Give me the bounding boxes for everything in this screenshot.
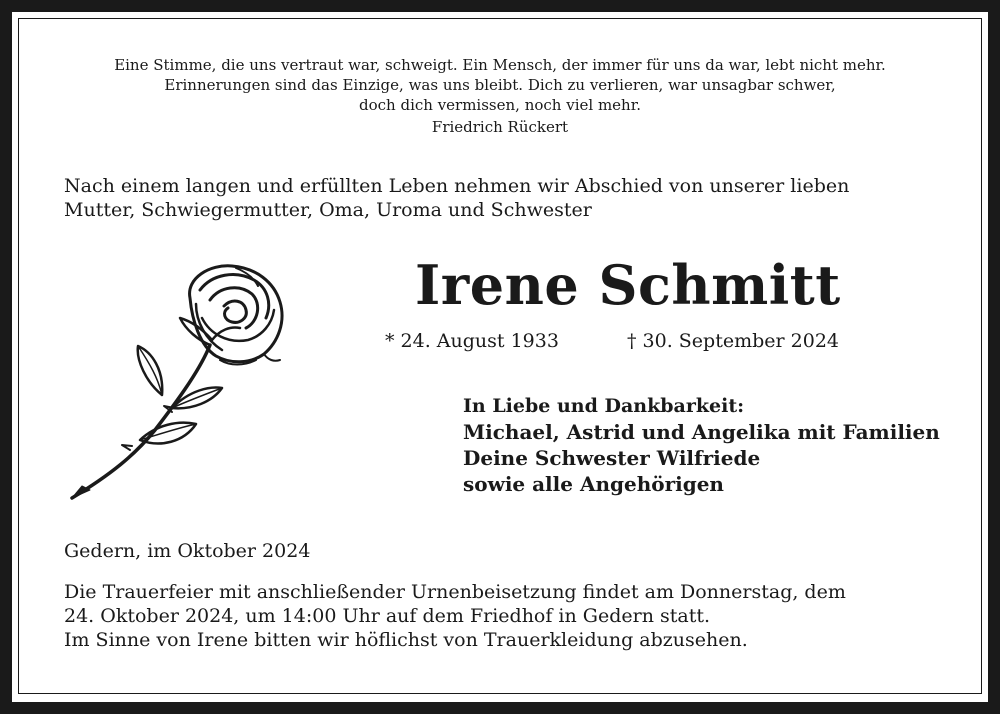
intro-text [64, 174, 944, 222]
poem-line-2: Erinnerungen sind das Einzige, was uns bleibt. Dich zu verlieren, war unsagbar schwer, [164, 76, 836, 94]
mourners-line-2: Deine Schwester Wilfriede [463, 446, 761, 470]
place-date: Gedern, im Oktober 2024 [64, 540, 311, 562]
intro-line-1: Nach einem langen und erfüllten Leben nehmen wir Abschied von unserer lieben [64, 175, 850, 197]
rose-icon [60, 260, 300, 505]
death-date: † 30. September 2024 [627, 330, 839, 352]
ceremony-line-1: Die Trauerfeier mit anschließender Urnenbeisetzung findet am Donnerstag, dem [64, 581, 846, 603]
mourners-line-3: sowie alle Angehörigen [463, 472, 724, 496]
deceased-name: Irene Schmitt [415, 253, 841, 317]
ceremony-text [64, 580, 964, 652]
ceremony-line-2: 24. Oktober 2024, um 14:00 Uhr auf dem Friedhof in Gedern statt. [64, 605, 710, 627]
ceremony-line-3: Im Sinne von Irene bitten wir höflichst von Trauerkleidung abzusehen. [64, 629, 748, 651]
poem [0, 55, 1000, 137]
poem-line-3: doch dich vermissen, noch viel mehr. [359, 96, 641, 114]
birth-date: * 24. August 1933 [385, 330, 559, 352]
mourners-line-1: Michael, Astrid und Angelika mit Familien [463, 420, 940, 444]
poem-line-1: Eine Stimme, die uns vertraut war, schweigt. Ein Mensch, der immer für uns da war, lebt nicht mehr. [114, 56, 886, 74]
mourners-heading: In Liebe und Dankbarkeit: [463, 395, 745, 417]
mourners [463, 393, 963, 497]
poem-author: Friedrich Rückert [431, 118, 569, 136]
intro-line-2: Mutter, Schwiegermutter, Oma, Uroma und Schwester [64, 199, 592, 221]
